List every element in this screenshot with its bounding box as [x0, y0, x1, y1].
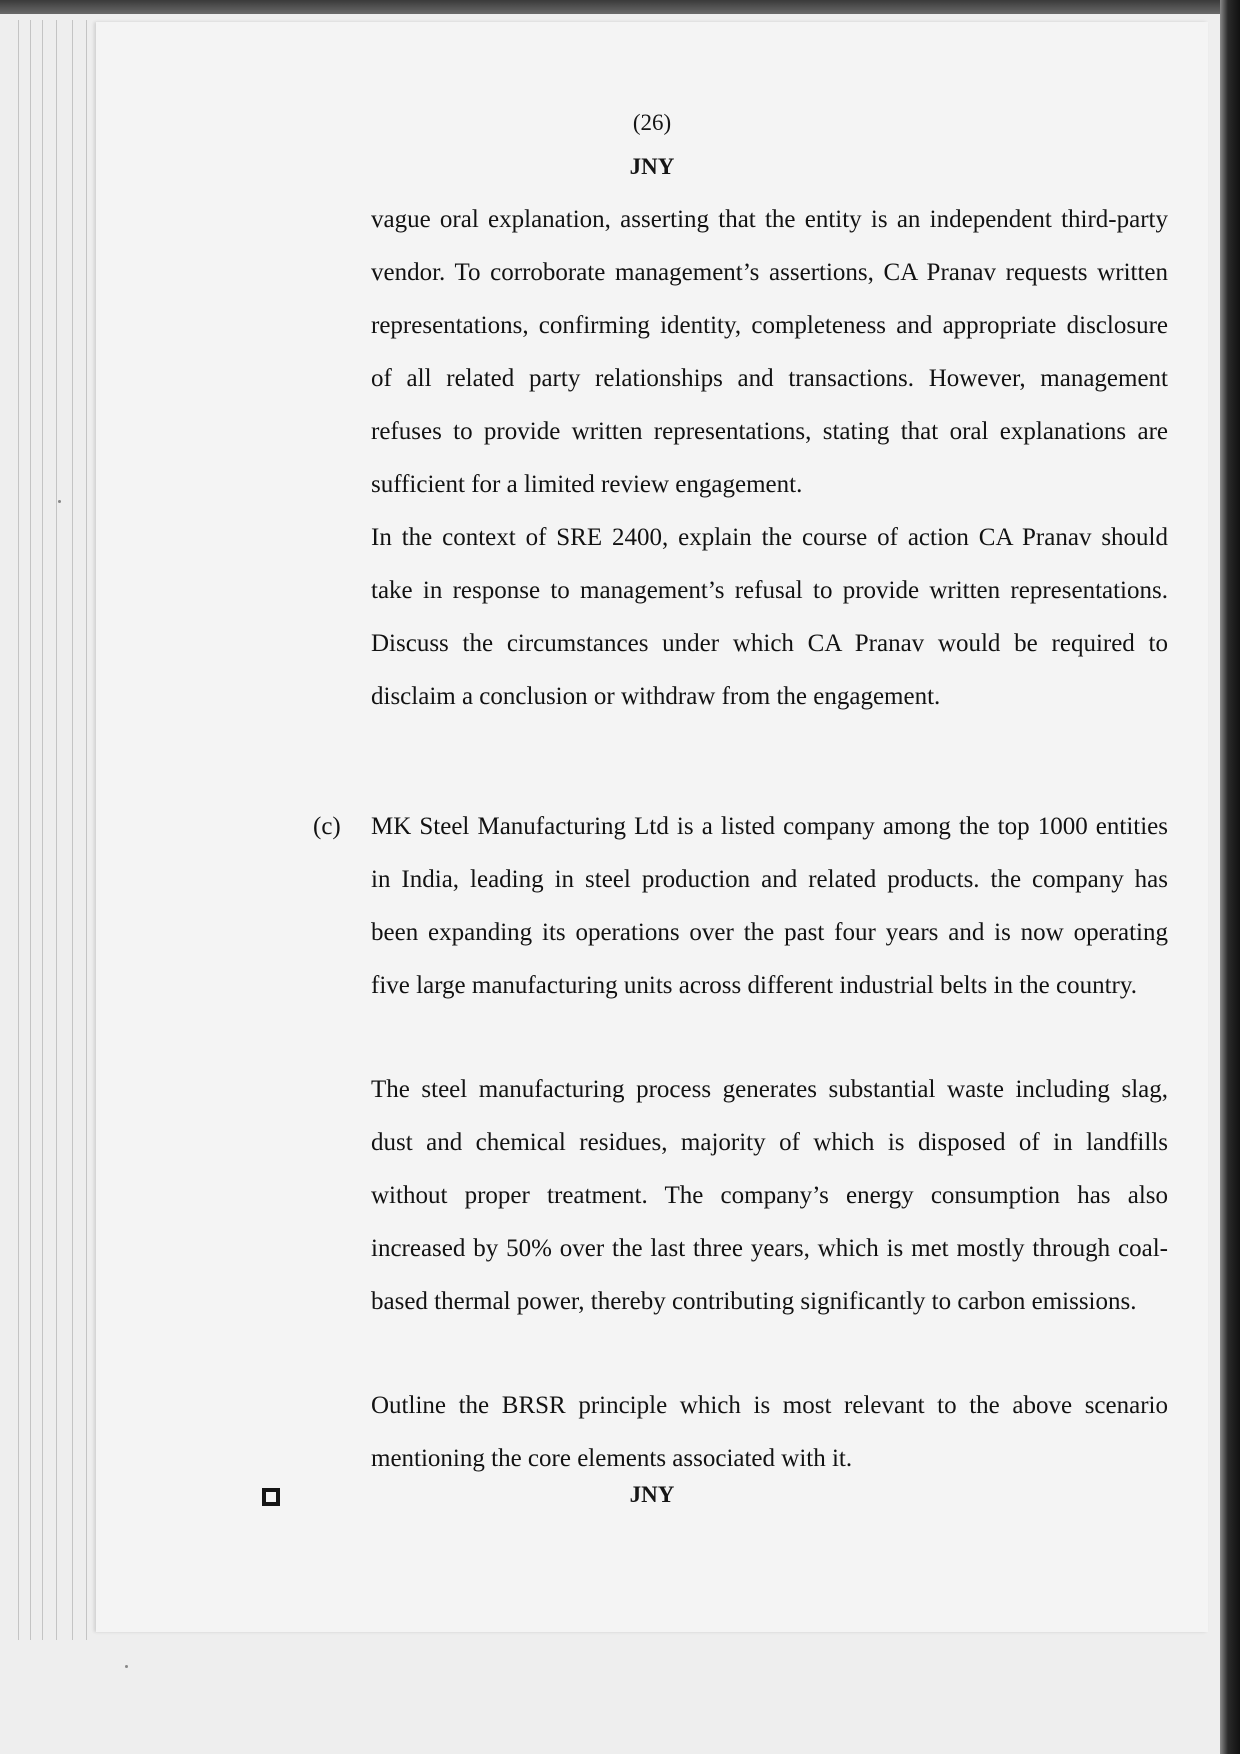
header-code: JNY — [629, 154, 675, 179]
paragraph-question-b — [371, 511, 1168, 723]
paragraph-text: In the context of SRE 2400, explain the course of action CA Pranav should take in response to management’s refusal to provide written representations. Discuss the circumstances under which CA Pranav would be required to disclaim a conclusion or withdraw from the engagement. — [371, 524, 1168, 710]
document-page — [96, 22, 1208, 1632]
footer-code: JNY — [629, 1482, 675, 1507]
question-label-c: (c) — [313, 813, 341, 840]
paper-stack-edge — [56, 20, 57, 1640]
scan-top-edge — [0, 0, 1240, 14]
scan-right-edge — [1220, 0, 1240, 1754]
paragraph-context — [371, 193, 1168, 511]
paragraph-text: vague oral explanation, asserting that the entity is an independent third-party vendor. To corroborate management’s assertions, CA Pranav requests written representations, confirming identity, completeness and appropriate disclosure of all related party relationships and transactions. However, management refuses to provide written representations, stating that oral explanations are sufficient for a limited review engagement. — [371, 206, 1168, 498]
paper-stack-edge — [72, 20, 73, 1640]
paragraph-text: Outline the BRSR principle which is most relevant to the above scenario mentioning the core elements associated with it. — [371, 1392, 1168, 1472]
paper-stack-edge — [18, 20, 19, 1640]
paragraph-text: The steel manufacturing process generates substantial waste including slag, dust and chemical residues, majority of which is disposed of in landfills without proper treatment. The company’s energy consumption has also increased by 50% over the last three years, which is met mostly through coal-based thermal power, thereby contributing significantly to carbon emissions. — [371, 1076, 1168, 1315]
paragraph-c-intro — [371, 800, 1168, 1012]
paper-stack-edge — [30, 20, 31, 1640]
scan-speck — [58, 500, 61, 503]
paragraph-c-question — [371, 1379, 1168, 1485]
paragraph-text: MK Steel Manufacturing Ltd is a listed company among the top 1000 entities in India, leading in steel production and related products. the company has been expanding its operations over the past four years and is now operating five large manufacturing units across different industrial belts in the country. — [371, 813, 1168, 999]
paragraph-c-scenario — [371, 1063, 1168, 1328]
paper-stack-edge — [86, 20, 87, 1640]
scan-speck — [125, 1665, 128, 1668]
page-number: (26) — [632, 110, 672, 135]
paper-stack-edge — [42, 20, 43, 1640]
